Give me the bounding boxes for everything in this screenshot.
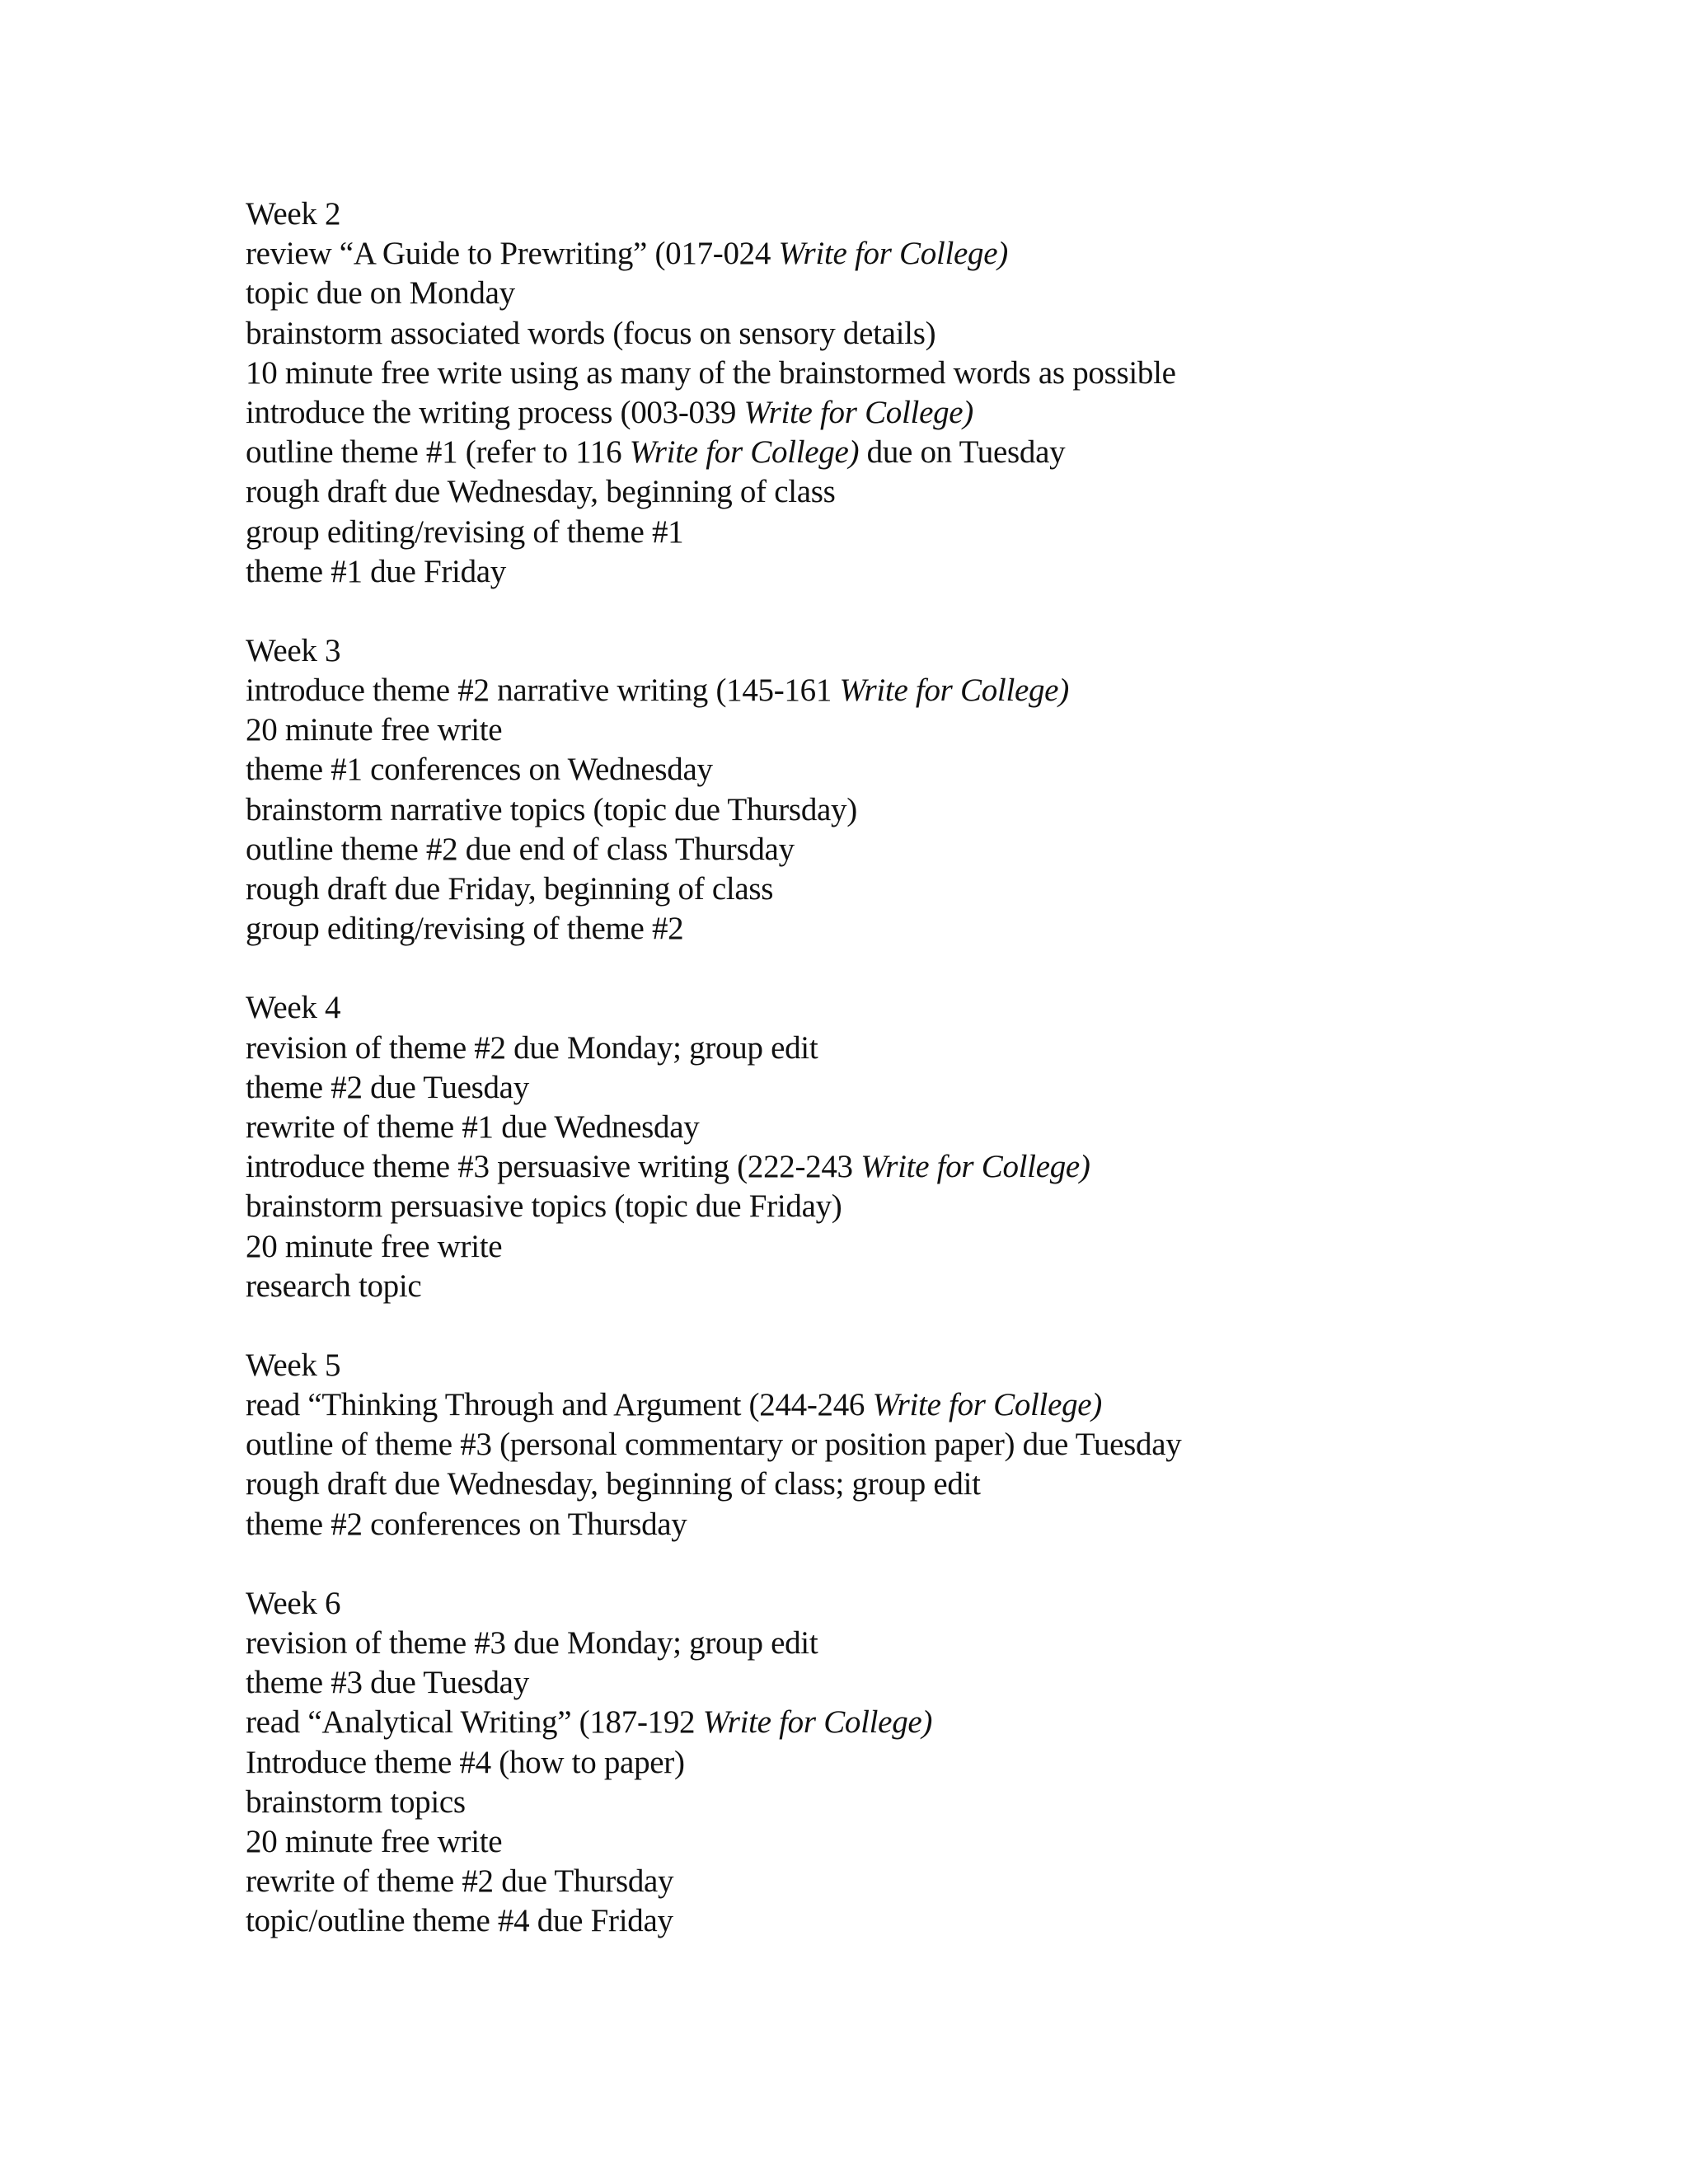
schedule-item <box>246 1187 1647 1226</box>
schedule-item <box>246 1108 1647 1147</box>
item-text: theme #1 due Friday <box>246 553 506 589</box>
item-text: due on Tuesday <box>859 434 1066 471</box>
item-text: theme #1 conferences on Wednesday <box>246 752 713 788</box>
item-text: rough draft due Friday, beginning of class <box>246 871 774 907</box>
schedule-item <box>246 1068 1647 1108</box>
item-text: introduce theme #3 persuasive writing (222-243 <box>246 1149 861 1185</box>
item-text: rewrite of theme #2 due Thursday <box>246 1863 674 1900</box>
item-text: outline theme #1 (refer to 116 <box>246 434 630 471</box>
item-text: rewrite of theme #1 due Wednesday <box>246 1108 700 1145</box>
week-heading: Week 6 <box>246 1585 341 1621</box>
schedule-item <box>246 1783 1647 1822</box>
schedule-item <box>246 1029 1647 1068</box>
schedule-item <box>246 472 1647 512</box>
item-text: topic/outline theme #4 due Friday <box>246 1903 673 1939</box>
schedule-item <box>246 552 1647 592</box>
item-text: theme #2 due Tuesday <box>246 1069 529 1105</box>
week-section <box>246 631 1647 949</box>
item-text: 20 minute free write <box>246 712 503 748</box>
item-text: rough draft due Wednesday, beginning of class; group edit <box>246 1466 981 1502</box>
item-text: review “A Guide to Prewriting” (017-024 <box>246 236 779 272</box>
schedule-item <box>246 710 1647 750</box>
item-text: topic due on Monday <box>246 275 515 312</box>
schedule-item <box>246 671 1647 710</box>
week-section <box>246 1584 1647 1942</box>
schedule-item <box>246 909 1647 949</box>
item-text: group editing/revising of theme #1 <box>246 513 684 550</box>
schedule-item <box>246 869 1647 909</box>
schedule-item <box>246 354 1647 393</box>
book-title: Write for College) <box>629 434 860 471</box>
schedule-item <box>246 1425 1647 1465</box>
book-title: Write for College) <box>778 236 1008 272</box>
item-text: brainstorm persuasive topics (topic due Friday) <box>246 1188 842 1225</box>
item-text: outline of theme #3 (personal commentary or position paper) due Tuesday <box>246 1427 1182 1463</box>
schedule-item <box>246 1624 1647 1663</box>
book-title: Write for College) <box>743 394 973 430</box>
book-title: Write for College) <box>860 1149 1090 1185</box>
book-title: Write for College) <box>839 673 1069 709</box>
schedule-item <box>246 1465 1647 1504</box>
book-title: Write for College) <box>702 1704 933 1741</box>
item-text: introduce the writing process (003-039 <box>246 394 744 430</box>
book-title: Write for College) <box>872 1387 1102 1423</box>
schedule-item <box>246 433 1647 472</box>
item-text: theme #3 due Tuesday <box>246 1665 529 1701</box>
schedule-item <box>246 513 1647 552</box>
schedule-item <box>246 790 1647 830</box>
schedule-item <box>246 1663 1647 1703</box>
week-heading: Week 2 <box>246 196 341 232</box>
schedule-item <box>246 1822 1647 1862</box>
schedule-item <box>246 1862 1647 1901</box>
item-text: 20 minute free write <box>246 1823 503 1859</box>
schedule-item <box>246 1147 1647 1187</box>
item-text: read “Analytical Writing” (187-192 <box>246 1704 703 1741</box>
item-text: brainstorm topics <box>246 1783 466 1820</box>
schedule-item <box>246 1385 1647 1425</box>
schedule-item <box>246 1267 1647 1306</box>
item-text: 20 minute free write <box>246 1228 503 1264</box>
week-section <box>246 1346 1647 1544</box>
schedule-item <box>246 1703 1647 1742</box>
item-text: introduce theme #2 narrative writing (145-161 <box>246 673 840 709</box>
week-heading: Week 4 <box>246 990 341 1026</box>
syllabus-page <box>246 194 1647 1981</box>
schedule-item <box>246 234 1647 274</box>
item-text: brainstorm narrative topics (topic due Thursday) <box>246 791 857 827</box>
week-section <box>246 988 1647 1306</box>
item-text: group editing/revising of theme #2 <box>246 911 684 947</box>
schedule-item <box>246 1505 1647 1544</box>
item-text: revision of theme #3 due Monday; group edit <box>246 1625 818 1661</box>
week-heading: Week 3 <box>246 632 341 668</box>
schedule-item <box>246 1901 1647 1941</box>
item-text: theme #2 conferences on Thursday <box>246 1506 687 1542</box>
item-text: outline theme #2 due end of class Thursday <box>246 831 795 867</box>
week-heading: Week 5 <box>246 1347 341 1383</box>
item-text: brainstorm associated words (focus on sensory details) <box>246 315 936 351</box>
item-text: read “Thinking Through and Argument (244-246 <box>246 1387 873 1423</box>
schedule-item <box>246 314 1647 354</box>
schedule-item <box>246 1743 1647 1783</box>
week-section <box>246 194 1647 592</box>
schedule-item <box>246 1227 1647 1267</box>
schedule-item <box>246 393 1647 433</box>
schedule-item <box>246 750 1647 790</box>
item-text: 10 minute free write using as many of the brainstormed words as possible <box>246 354 1176 391</box>
item-text: rough draft due Wednesday, beginning of class <box>246 474 836 510</box>
schedule-item <box>246 830 1647 869</box>
schedule-item <box>246 274 1647 313</box>
item-text: Introduce theme #4 (how to paper) <box>246 1744 685 1780</box>
item-text: revision of theme #2 due Monday; group edit <box>246 1029 818 1066</box>
item-text: research topic <box>246 1268 422 1304</box>
